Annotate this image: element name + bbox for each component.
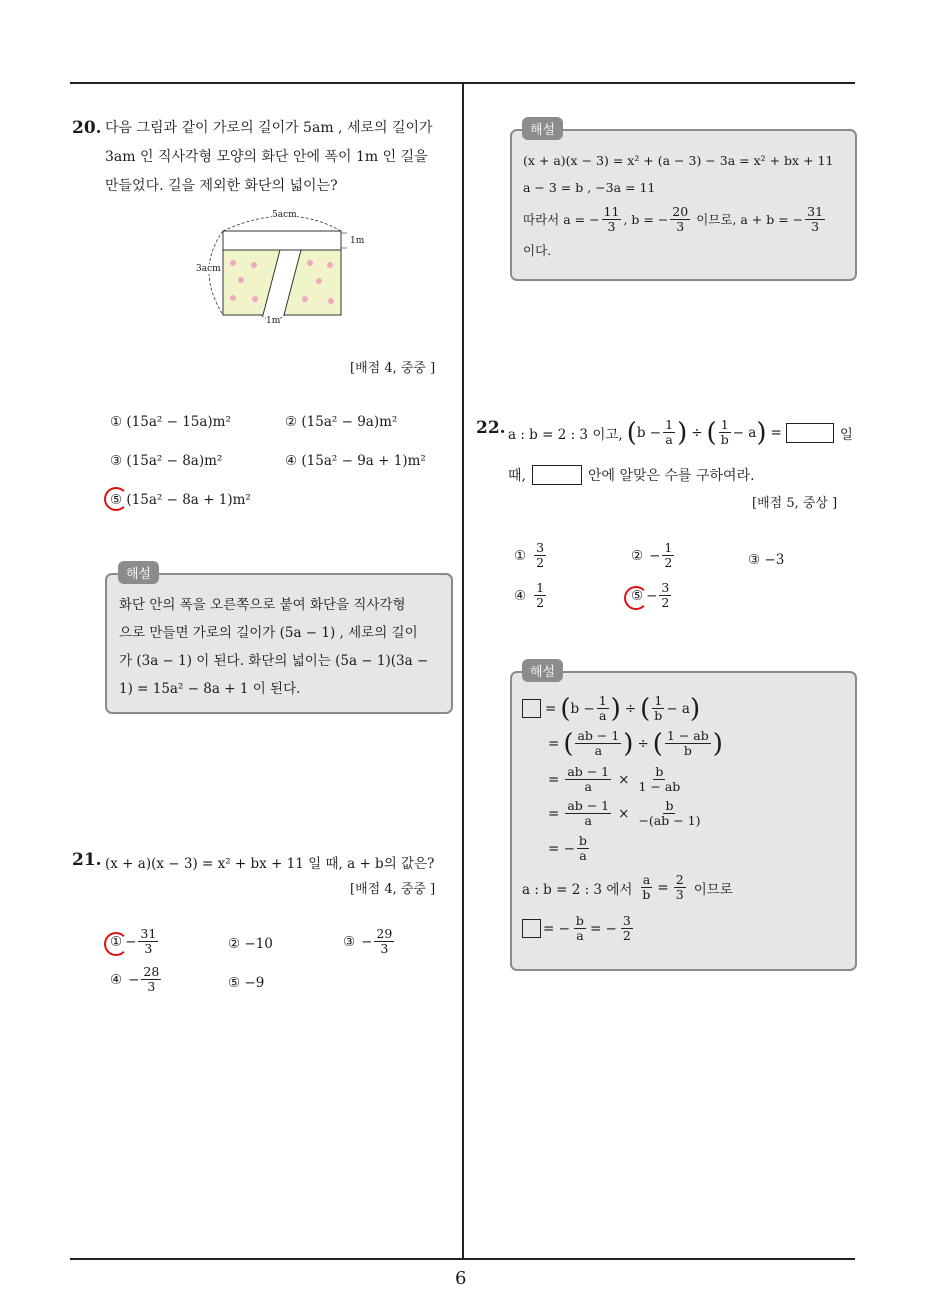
q22-option-2[interactable] [631, 541, 676, 570]
q22-opt4-fraction: $\frac{1}{2}$ [536, 580, 545, 610]
q21-opt1-label: ① [110, 933, 123, 950]
q22-e-l7-eq2: = − [589, 920, 617, 937]
q21-text: (x + a)(x − 3) = x² + bx + 11 일 때, a + b의 값은? [105, 856, 435, 872]
paren-close: ) [712, 728, 723, 759]
q22-e-eq: = [548, 735, 560, 752]
q22-e-minus: = − [548, 840, 575, 857]
fig-bottom-label: 1m [266, 316, 281, 326]
paren-close: ) [623, 728, 634, 759]
q22-text-2b: 안에 알맞은 수를 구하여라. [587, 468, 755, 484]
q22-e-l7-frac2: $\frac{3}{2}$ [622, 913, 631, 943]
q22-expl-line7 [522, 914, 635, 943]
q22-e-frac2: $\frac{1}{b}$ [654, 693, 663, 723]
paren-open: ( [560, 693, 571, 724]
q22-text-il: 일 [839, 426, 853, 443]
q20-expl-line4: 1) = 15a² − 8a + 1 이 된다. [119, 681, 301, 697]
q21-expl-line4: 이다. [523, 243, 552, 258]
q22-option-3[interactable]: ③ −3 [748, 552, 785, 568]
q21-opt4-fraction: $\frac{28}{3}$ [143, 964, 160, 994]
q20-option-3[interactable]: ③ (15a² − 8a)m² [110, 453, 223, 469]
q20-expl-line3: 가 (3a − 1) 이 된다. 화단의 넓이는 (5a − 1)(3a − [119, 653, 429, 669]
q21-score: [배점 4, 중중 ] [350, 882, 436, 897]
q21-option-2[interactable]: ② −10 [228, 936, 273, 952]
q21-opt3-fraction: $\frac{29}{3}$ [376, 926, 393, 956]
answer-blank[interactable] [786, 423, 834, 443]
q20-option-4[interactable]: ④ (15a² − 9a + 1)m² [285, 453, 426, 469]
q22-opt5-sign: − [646, 587, 658, 604]
q21-expl-line1: (x + a)(x − 3) = x² + (a − 3) − 3a = x² + bx + 11 [523, 153, 834, 168]
q22-div: ÷ [691, 424, 703, 441]
q21-expl-frac1: $\frac{11}{3}$ [603, 203, 620, 234]
q21-number: 21. [72, 850, 102, 870]
q20-option-5[interactable]: ⑤ (15a² − 8a + 1)m² [110, 492, 251, 508]
q22-opt1-label: ① [514, 547, 527, 564]
q22-e-eq: = [548, 771, 560, 788]
q20-line2: 3am 인 직사각형 모양의 화단 안에 폭이 1m 인 길을 [105, 149, 428, 165]
q20-expl-line1: 화단 안의 폭을 오른쪽으로 붙여 화단을 직사각형 [119, 597, 406, 613]
q22-e-l5-frac: $\frac{b}{a}$ [578, 833, 587, 863]
q22-opt2-fraction: $\frac{1}{2}$ [664, 540, 673, 570]
q22-score: [배점 5, 중상 ] [752, 496, 838, 511]
q22-e-a: − a [666, 700, 690, 717]
q22-line1 [508, 418, 853, 447]
q22-opt2-label: ② [631, 547, 644, 564]
q22-opt1-fraction: $\frac{3}{2}$ [536, 540, 545, 570]
q20-line3: 만들었다. 길을 제외한 화단의 넓이는? [105, 178, 338, 194]
q22-e-l4-frac1: $\frac{ab - 1}{a}$ [567, 798, 610, 828]
answer-blank [522, 919, 541, 938]
q20-expl-line2: 으로 만들면 가로의 길이가 (5a − 1) , 세로의 길이 [119, 625, 418, 641]
q21-opt1-fraction: $\frac{31}{3}$ [140, 926, 157, 956]
q22-e-eq: = [545, 700, 557, 717]
q22-e-eq: = [548, 805, 560, 822]
column-divider [462, 82, 464, 1259]
q22-e-times: × [618, 771, 630, 788]
q22-text-a: − a [732, 424, 757, 441]
q22-expl-line4 [548, 799, 705, 828]
q21-expl-text-b: , b = − [623, 211, 669, 227]
paren-close: ) [610, 693, 621, 724]
paren-open: ( [706, 417, 717, 448]
fig-top-label: 5acm [272, 210, 297, 220]
q21-expl-text-c: 이므로, a + b = − [696, 211, 804, 227]
paren-close: ) [756, 417, 767, 448]
q22-opt4-label: ④ [514, 587, 527, 604]
q22-e-l4-frac2: $\frac{b}{-(ab - 1)}$ [638, 798, 701, 828]
paren-close: ) [677, 417, 688, 448]
answer-mark-circle [104, 932, 128, 956]
q22-e-l7-eq1: = − [543, 920, 570, 937]
q21-expl-line3 [523, 201, 853, 237]
paren-close: ) [689, 693, 701, 724]
q22-e-l6-frac1: $\frac{a}{b}$ [642, 872, 651, 902]
q22-expl-line3 [548, 765, 684, 794]
q22-opt2-sign: − [649, 547, 661, 564]
q22-e-l3-frac2: $\frac{b}{1 - ab}$ [638, 764, 681, 794]
answer-mark-circle [104, 487, 128, 511]
q21-opt1-sign: − [125, 933, 137, 950]
bottom-rule [70, 1258, 855, 1260]
q22-number: 22. [476, 418, 506, 438]
q21-option-4[interactable] [110, 965, 163, 994]
paren-open: ( [626, 417, 637, 448]
q22-e-l3-frac1: $\frac{ab - 1}{a}$ [567, 764, 610, 794]
q22-e-div: ÷ [637, 735, 649, 752]
q22-e-times: × [618, 805, 630, 822]
q22-text-b: b − [636, 424, 662, 441]
q20-text [105, 114, 455, 201]
answer-blank[interactable] [532, 465, 582, 485]
q22-frac1: $\frac{1}{a}$ [665, 417, 674, 447]
q22-option-4[interactable] [514, 581, 548, 610]
q22-e-l6-b: 이므로 [693, 881, 733, 898]
q21-expl-frac3: $\frac{31}{3}$ [807, 203, 824, 234]
q22-e-b: b − [570, 700, 595, 717]
q22-e-l2-frac2: $\frac{1 - ab}{b}$ [666, 728, 709, 758]
q22-e-l6-frac2: $\frac{2}{3}$ [675, 872, 684, 902]
q22-e-l6-a: a : b = 2 : 3 에서 [522, 881, 633, 898]
q22-line2 [508, 465, 755, 485]
q20-explanation-box [105, 573, 453, 714]
q22-e-eq: = [657, 879, 669, 896]
q21-opt3-label: ③ [343, 933, 356, 950]
q22-e-div: ÷ [624, 700, 637, 717]
q22-frac2: $\frac{1}{b}$ [720, 417, 729, 447]
q21-explanation-box [510, 129, 857, 281]
q22-expl-line6 [522, 873, 733, 902]
q20-line1: 다음 그림과 같이 가로의 길이가 5am , 세로의 길이가 [105, 120, 433, 136]
answer-mark-circle [624, 586, 648, 610]
q22-expl-line5 [548, 834, 591, 863]
q22-explanation-tag: 해설 [522, 659, 563, 682]
q21-option-5[interactable]: ⑤ −9 [228, 975, 265, 991]
q20-explanation-tag: 해설 [118, 561, 159, 584]
q22-e-frac1: $\frac{1}{a}$ [598, 693, 607, 723]
q21-opt4-label: ④ [110, 971, 123, 988]
q22-eq: = [770, 424, 782, 441]
q20-explanation-text [119, 591, 449, 703]
answer-blank [522, 699, 541, 718]
q21-expl-text-a: 따라서 a = − [523, 211, 600, 227]
paren-open: ( [563, 728, 574, 759]
q20-option-1[interactable]: ① (15a² − 15a)m² [110, 414, 231, 430]
q21-opt3-sign: − [361, 933, 373, 950]
q21-expl-frac2: $\frac{20}{3}$ [672, 203, 689, 234]
page-number: 6 [455, 1268, 467, 1289]
q21-option-3[interactable] [343, 927, 396, 956]
q21-opt4-sign: − [128, 971, 140, 988]
q22-text-1: a : b = 2 : 3 이고, [508, 426, 623, 443]
q21-explanation-text [523, 147, 853, 264]
q22-opt5-fraction: $\frac{3}{2}$ [661, 580, 670, 610]
paren-open: ( [652, 728, 663, 759]
q22-expl-line1 [522, 694, 700, 723]
q22-text-2a: 때, [508, 468, 526, 484]
q22-opt5-label: ⑤ [631, 587, 644, 604]
q22-e-l7-frac1: $\frac{b}{a}$ [575, 913, 584, 943]
q21-expl-line2: a − 3 = b , −3a = 11 [523, 180, 656, 195]
paren-open: ( [640, 693, 651, 724]
q20-number: 20. [72, 118, 102, 138]
q22-option-1[interactable] [514, 541, 548, 570]
q21-explanation-tag: 해설 [522, 117, 563, 140]
q20-option-2[interactable]: ② (15a² − 9a)m² [285, 414, 398, 430]
q22-e-l2-frac1: $\frac{ab - 1}{a}$ [577, 728, 620, 758]
q22-expl-line2 [548, 729, 723, 758]
fig-right-label: 1m [350, 236, 365, 246]
q20-score: [배점 4, 중중 ] [350, 361, 436, 376]
fig-left-label: 3acm [196, 264, 221, 274]
